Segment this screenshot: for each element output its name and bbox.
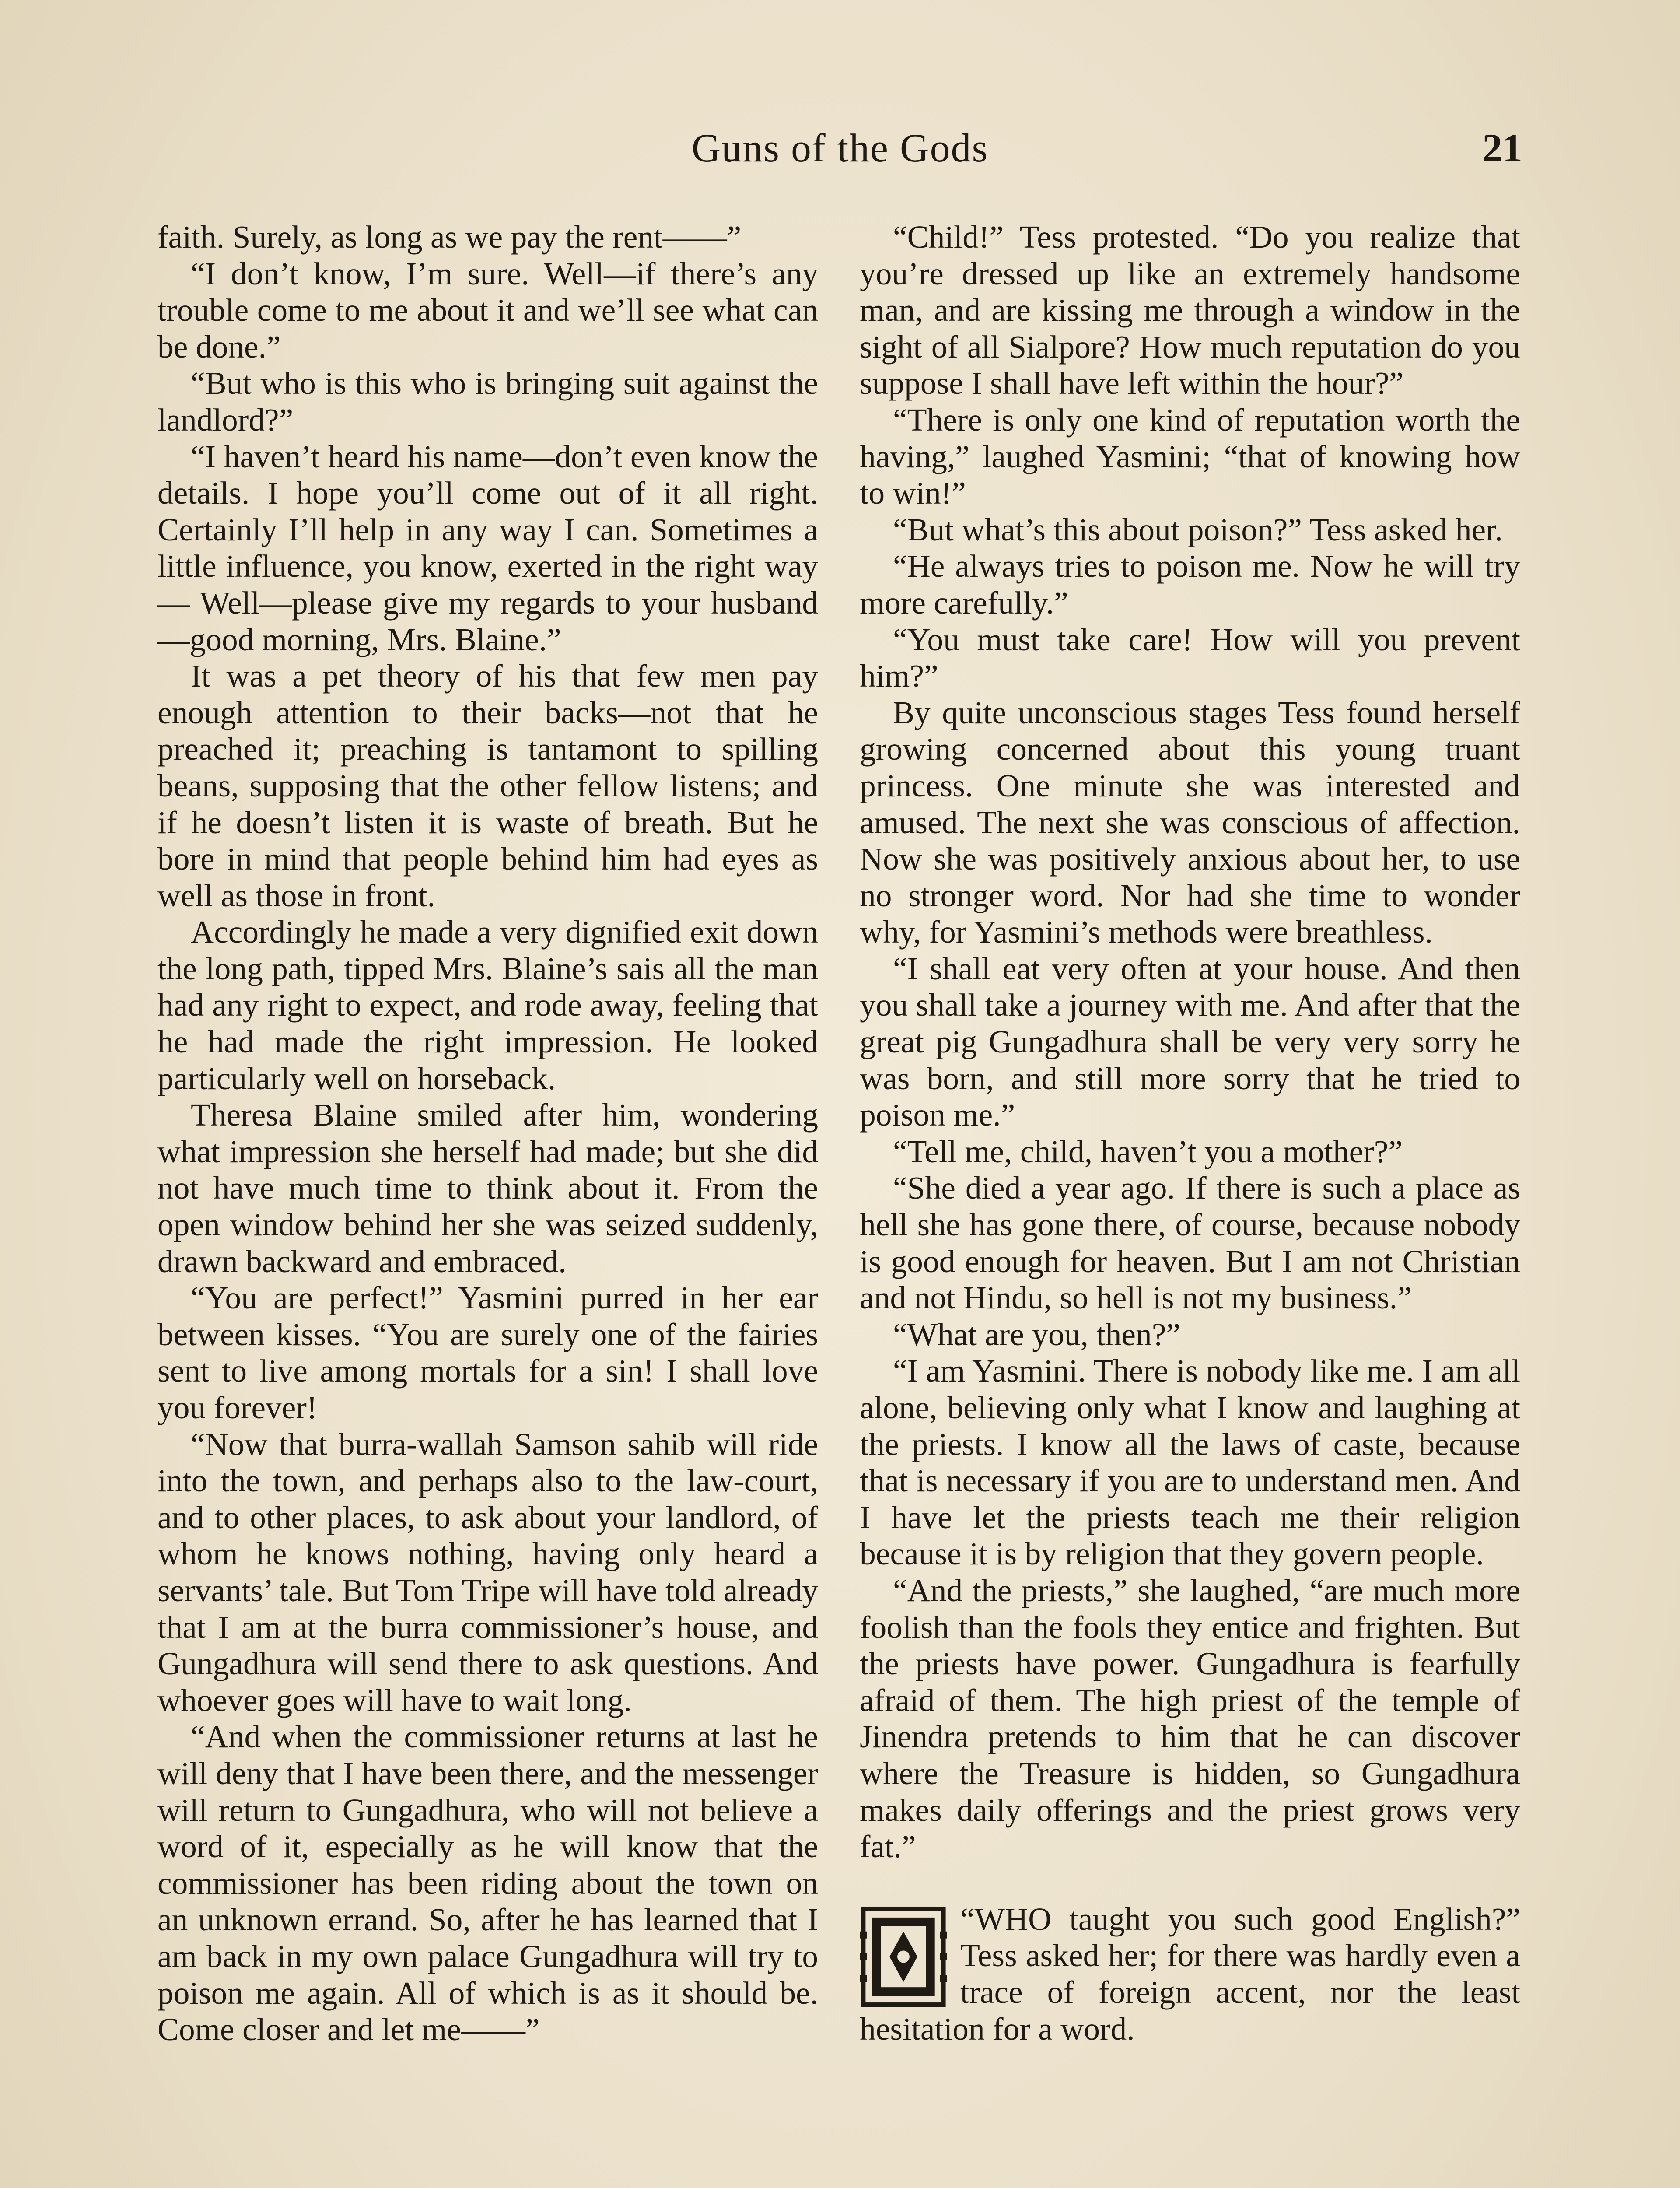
paragraph: “Tell me, child, haven’t you a mother?”	[893, 1133, 1403, 1169]
paragraph: “She died a year ago. If there is such a place as hell she has gone there, of course, because nobody is good enough for heaven. But I am not Christian and not Hindu, so hell is not my business.”	[860, 1170, 1520, 1316]
right-text-column	[860, 219, 1520, 2047]
section-gap	[860, 1865, 1520, 1901]
paragraph: It was a pet theory of his that few men pay enough attention to their backs—not that he preached it; preaching is tantamont to spilling beans, supposing that the other fellow listens; and if he doesn’t listen it is waste of breath. But he bore in mind that people behind him had eyes as well as those in front.	[158, 658, 818, 913]
paragraph: “I haven’t heard his name—don’t even know the details. I hope you’ll come out of it all right. Certainly I’ll help in any way I can. Sometimes a little influence, you know, exerted in the right way— Well—please give my regards to your husband—good morning, Mrs. Blaine.”	[158, 438, 818, 657]
section-break-text: “WHO taught you such good English?” Tess asked her; for there was hardly even a trace of foreign accent, nor the least hesitation for a word.	[860, 1901, 1520, 2047]
paragraph: By quite unconscious stages Tess found herself growing concerned about this young truant princess. One minute she was interested and amused. The next she was conscious of affection. Now she was positively anxious about her, to use no stronger word. Nor had she time to wonder why, for Yasmini’s methods were breathless.	[860, 694, 1520, 950]
paragraph: “I shall eat very often at your house. And then you shall take a journey with me. And after that the great pig Gungadhura shall be very very sorry he was born, and still more sorry that he tried to poison me.”	[860, 950, 1520, 1133]
paragraph: “You are perfect!” Yasmini purred in her ear between kisses. “You are surely one of the fairies sent to live among mortals for a sin! I shall love you forever!	[158, 1280, 818, 1425]
ornamental-dropcap-icon	[860, 1905, 947, 2008]
paragraph: “I don’t know, I’m sure. Well—if there’s any trouble come to me about it and we’ll see what can be done.”	[158, 256, 818, 365]
paragraph: “There is only one kind of reputation worth the having,” laughed Yasmini; “that of knowing how to win!”	[860, 402, 1520, 511]
paragraph: “And when the commissioner returns at last he will deny that I have been there, and the messenger will return to Gungadhura, who will not believe a word of it, especially as he will know that the commissioner has been riding about the town on an unknown errand. So, after he has learned that I am back in my own palace Gungadhura will try to poison me again. All of which is as it should be. Come closer and let me——”	[158, 1719, 818, 2048]
left-text-column	[158, 219, 818, 2048]
paragraph: “But who is this who is bringing suit against the landlord?”	[158, 365, 818, 438]
paragraph: “You must take care! How will you prevent him?”	[860, 621, 1520, 694]
paragraph: “But what’s this about poison?” Tess asked her.	[893, 512, 1503, 547]
paragraph: “Child!” Tess protested. “Do you realize that you’re dressed up like an extremely handsome man, and are kissing me through a window in the sight of all Sialpore? How much reputation do you suppose I shall have left within the hour?”	[860, 219, 1520, 401]
paragraph: faith. Surely, as long as we pay the rent——”	[158, 219, 742, 255]
paragraph: “And the priests,” she laughed, “are much more foolish than the fools they entice and frighten. But the priests have power. Gungadhura is fearfully afraid of them. The high priest of the temple of Jinendra pretends to him that he can discover where the Treasure is hidden, so Gungadhura makes daily offerings and the priest grows very fat.”	[860, 1572, 1520, 1865]
paragraph: “He always tries to poison me. Now he will try more carefully.”	[860, 548, 1520, 621]
running-header	[158, 125, 1522, 190]
paragraph: “I am Yasmini. There is nobody like me. I am all alone, believing only what I know and laughing at the priests. I know all the laws of caste, because that is necessary if you are to understand men. And I have let the priests teach me their religion because it is by religion that they govern people.	[860, 1353, 1520, 1572]
paragraph: “Now that burra-wallah Samson sahib will ride into the town, and perhaps also to the law-court, and to other places, to ask about your landlord, of whom he knows nothing, having only heard a servants’ tale. But Tom Tripe will have told already that I am at the burra commissioner’s house, and Gungadhura will send there to ask questions. And whoever goes will have to wait long.	[158, 1426, 818, 1718]
paragraph: Theresa Blaine smiled after him, wondering what impression she herself had made; but she did not have much time to think about it. From the open window behind her she was seized suddenly, drawn backward and embraced.	[158, 1097, 818, 1279]
section-break-paragraph	[860, 1901, 1520, 2047]
running-title: Guns of the Gods	[691, 126, 989, 170]
page-number: 21	[1482, 126, 1522, 170]
paragraph: “What are you, then?”	[893, 1316, 1181, 1352]
paragraph: Accordingly he made a very dignified exit down the long path, tipped Mrs. Blaine’s sais all the man had any right to expect, and rode away, feeling that he had made the right impression. He looked particularly well on horseback.	[158, 914, 818, 1096]
